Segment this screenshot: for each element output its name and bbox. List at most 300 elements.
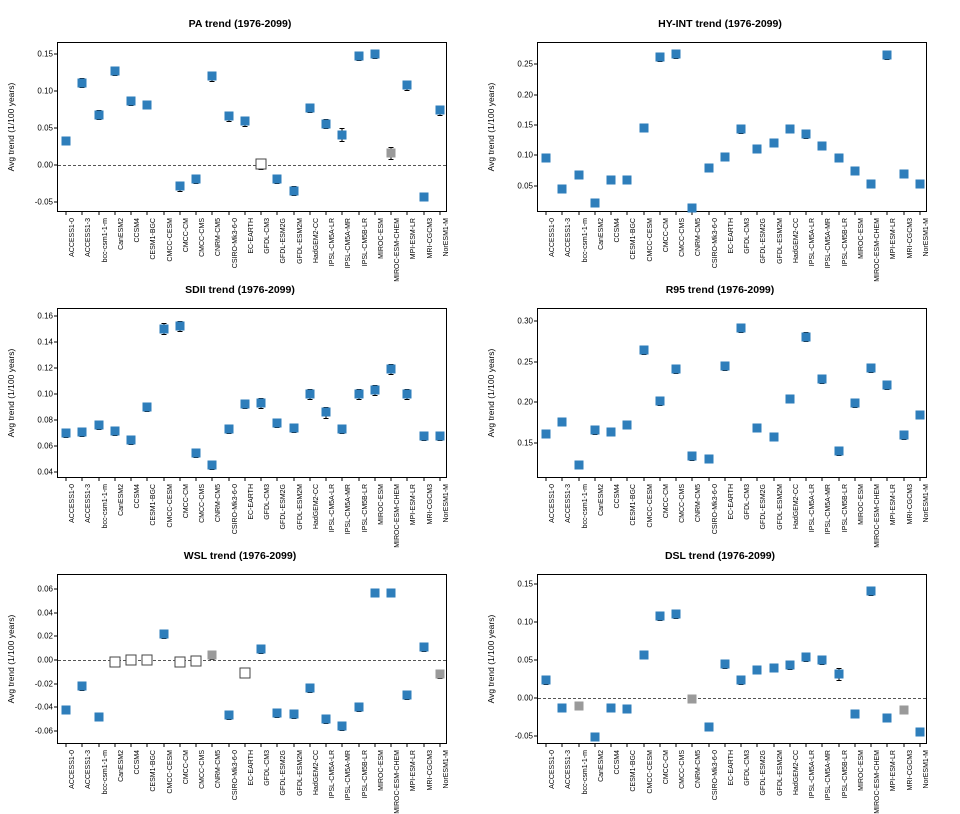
x-tick-label: EC-EARTH (247, 484, 255, 520)
x-tick-label: MIROC-ESM-CHEM (874, 484, 882, 548)
x-tick-mark (114, 477, 115, 481)
zero-reference-line (58, 165, 446, 166)
x-tick-mark (919, 743, 920, 747)
y-tick-label: 0.00 (37, 655, 53, 665)
x-tick-label: CESM1-BGC (630, 218, 638, 260)
y-tick-label: -0.02 (34, 679, 53, 689)
data-point (672, 49, 681, 58)
x-tick-mark (196, 743, 197, 747)
x-tick-label: GFDL-ESM2M (776, 484, 784, 530)
y-tick-label: 0.10 (517, 617, 533, 627)
data-point (672, 364, 681, 373)
y-tick-label: 0.08 (37, 415, 53, 425)
x-tick-label: ACCESS1-0 (69, 484, 77, 523)
x-tick-label: GFDL-ESM2M (296, 484, 304, 530)
x-tick-label: CSIRO-Mk3-6-0 (711, 750, 719, 801)
data-point (737, 125, 746, 134)
data-point (338, 425, 347, 434)
y-tick-label: 0.10 (37, 389, 53, 399)
data-point (403, 390, 412, 399)
error-bar-cap (437, 115, 442, 116)
error-bar-cap (324, 128, 329, 129)
data-point (354, 390, 363, 399)
x-tick-mark (147, 743, 148, 747)
x-tick-label: HadGEM2-CC (312, 218, 320, 264)
x-tick-mark (98, 743, 99, 747)
data-point (224, 112, 233, 121)
data-point (607, 175, 616, 184)
chart-panel-sdii (0, 266, 480, 548)
x-tick-mark (98, 211, 99, 215)
x-tick-mark (757, 477, 758, 481)
x-tick-mark (627, 477, 628, 481)
x-tick-mark (179, 743, 180, 747)
x-tick-mark (423, 743, 424, 747)
data-point (720, 659, 729, 668)
data-point (159, 324, 168, 333)
x-tick-label: IPSL-CM5A-MR (825, 750, 833, 801)
x-tick-label: MPI-ESM-LR (410, 750, 418, 792)
x-tick-mark (391, 743, 392, 747)
zero-reference-line (538, 698, 926, 699)
x-tick-label: MIROC-ESM (857, 484, 865, 525)
x-tick-mark (903, 477, 904, 481)
x-tick-label: CCSM4 (614, 218, 622, 243)
x-tick-label: GFDL-ESM2M (776, 218, 784, 264)
x-tick-mark (546, 743, 547, 747)
x-tick-mark (407, 743, 408, 747)
x-tick-mark (789, 743, 790, 747)
x-tick-label: ACCESS1-3 (85, 218, 93, 257)
data-point (542, 429, 551, 438)
data-point (785, 124, 794, 133)
x-tick-label: CMCC-CMS (199, 218, 207, 257)
x-tick-label: GFDL-CM3 (744, 484, 752, 520)
data-point (704, 722, 713, 731)
x-tick-mark (643, 743, 644, 747)
y-tick-label: 0.06 (37, 441, 53, 451)
x-tick-mark (261, 743, 262, 747)
x-tick-label: CanESM2 (597, 750, 605, 782)
data-point (623, 420, 632, 429)
y-axis-label: Avg trend (1/100 years) (486, 82, 496, 172)
x-tick-label: MPI-ESM-LR (410, 484, 418, 526)
y-tick-label: 0.14 (37, 337, 53, 347)
x-tick-label: CNRM-CM5 (695, 218, 703, 257)
x-tick-label: IPSL-CM5A-LR (809, 218, 817, 267)
error-bar-cap (324, 418, 329, 419)
x-tick-label: ACCESS1-3 (85, 484, 93, 523)
x-tick-label: IPSL-CM5A-MR (345, 218, 353, 269)
x-tick-label: CCSM4 (134, 218, 142, 243)
data-point (322, 119, 331, 128)
data-point (370, 50, 379, 59)
data-point (435, 670, 444, 679)
x-tick-mark (676, 211, 677, 215)
x-tick-mark (82, 743, 83, 747)
data-point (590, 198, 599, 207)
x-tick-label: CNRM-CM5 (215, 218, 223, 257)
x-tick-label: GFDL-ESM2G (280, 484, 288, 530)
x-tick-mark (643, 477, 644, 481)
x-tick-mark (692, 743, 693, 747)
data-point (899, 170, 908, 179)
x-tick-mark (309, 211, 310, 215)
data-point (273, 709, 282, 718)
x-tick-mark (838, 743, 839, 747)
y-tick-label: 0.04 (37, 467, 53, 477)
y-tick-label: -0.05 (34, 197, 53, 207)
x-tick-label: GFDL-ESM2M (776, 750, 784, 796)
x-tick-label: CESM1-BGC (630, 750, 638, 792)
data-point (419, 192, 428, 201)
x-tick-label: ACCESS1-3 (565, 750, 573, 789)
x-tick-mark (358, 477, 359, 481)
x-tick-label: IPSL-CM5B-LR (841, 484, 849, 533)
chart-title: SDII trend (1976-2099) (185, 284, 295, 296)
data-point (769, 663, 778, 672)
x-tick-label: IPSL-CM5A-MR (345, 484, 353, 535)
x-tick-label: IPSL-CM5A-LR (329, 484, 337, 533)
x-tick-label: CESM1-BGC (150, 750, 158, 792)
x-tick-mark (212, 743, 213, 747)
x-tick-mark (757, 743, 758, 747)
chart-panel-r95 (480, 266, 960, 548)
x-tick-mark (147, 211, 148, 215)
x-tick-mark (391, 211, 392, 215)
error-bar-cap (177, 191, 182, 192)
x-tick-label: MRI-CGCM3 (906, 750, 914, 791)
data-point (322, 715, 331, 724)
data-point (159, 630, 168, 639)
data-point (289, 424, 298, 433)
x-tick-label: IPSL-CM5A-LR (809, 750, 817, 799)
x-tick-mark (578, 477, 579, 481)
chart-panel-dsl (480, 532, 960, 814)
error-bar-cap (259, 408, 264, 409)
x-tick-label: MIROC-ESM (377, 750, 385, 791)
x-tick-label: MIROC-ESM-CHEM (394, 484, 402, 548)
data-point (257, 399, 266, 408)
data-point (639, 124, 648, 133)
plot-area (514, 574, 930, 814)
data-point (769, 432, 778, 441)
x-tick-label: CanESM2 (117, 218, 125, 250)
x-tick-mark (887, 211, 888, 215)
y-tick-label: 0.05 (517, 181, 533, 191)
y-axis-label: Avg trend (1/100 years) (486, 348, 496, 438)
plot-area (517, 42, 930, 282)
x-tick-label: IPSL-CM5A-MR (825, 484, 833, 535)
x-tick-label: IPSL-CM5A-LR (809, 484, 817, 533)
y-tick-label: 0.05 (517, 655, 533, 665)
data-point (175, 182, 184, 191)
x-tick-label: EC-EARTH (727, 484, 735, 520)
x-tick-label: CSIRO-Mk3-6-0 (231, 218, 239, 269)
x-tick-label: ACCESS1-0 (549, 484, 557, 523)
x-tick-mark (228, 477, 229, 481)
data-point (753, 424, 762, 433)
y-tick-label: 0.30 (517, 316, 533, 326)
x-tick-label: CMCC-CESM (166, 484, 174, 528)
data-point (834, 670, 843, 679)
x-tick-mark (358, 743, 359, 747)
data-point (639, 346, 648, 355)
data-point (435, 431, 444, 440)
data-point (191, 656, 202, 667)
x-tick-mark (196, 477, 197, 481)
x-tick-label: CNRM-CM5 (695, 484, 703, 523)
x-tick-mark (838, 211, 839, 215)
x-tick-mark (854, 211, 855, 215)
data-point (753, 665, 762, 674)
x-tick-label: MRI-CGCM3 (906, 218, 914, 259)
x-tick-label: CMCC-CMS (679, 484, 687, 523)
data-point (239, 667, 250, 678)
x-tick-label: CMCC-CESM (646, 750, 654, 794)
data-point (704, 164, 713, 173)
x-tick-label: CNRM-CM5 (215, 484, 223, 523)
x-tick-label: MIROC-ESM-CHEM (394, 218, 402, 282)
x-tick-label: IPSL-CM5B-LR (841, 750, 849, 799)
data-point (419, 643, 428, 652)
data-point (542, 676, 551, 685)
x-tick-label: CCSM4 (614, 484, 622, 509)
data-point (623, 704, 632, 713)
data-point (818, 375, 827, 384)
x-tick-mark (578, 211, 579, 215)
x-tick-mark (822, 743, 823, 747)
x-tick-mark (407, 211, 408, 215)
x-tick-label: CSIRO-Mk3-6-0 (711, 484, 719, 535)
data-point (850, 709, 859, 718)
x-tick-mark (407, 477, 408, 481)
data-point (737, 323, 746, 332)
data-point (785, 661, 794, 670)
x-tick-label: CMCC-CM (662, 218, 670, 253)
data-point (143, 101, 152, 110)
x-tick-label: CCSM4 (134, 750, 142, 775)
data-point (94, 421, 103, 430)
y-axis-label: Avg trend (1/100 years) (6, 614, 16, 704)
data-point (688, 452, 697, 461)
x-tick-mark (66, 743, 67, 747)
data-point (883, 51, 892, 60)
error-bar-cap (836, 680, 841, 681)
data-point (435, 106, 444, 115)
x-tick-mark (131, 477, 132, 481)
data-point (62, 429, 71, 438)
error-bar-cap (405, 399, 410, 400)
x-tick-mark (627, 211, 628, 215)
y-tick-label: 0.10 (517, 150, 533, 160)
x-tick-mark (212, 477, 213, 481)
y-tick-label: 0.05 (37, 123, 53, 133)
error-bar-cap (389, 159, 394, 160)
x-tick-mark (391, 477, 392, 481)
x-tick-mark (789, 477, 790, 481)
x-tick-mark (277, 211, 278, 215)
data-point (192, 448, 201, 457)
chart-title: PA trend (1976-2099) (188, 18, 292, 30)
x-tick-mark (741, 477, 742, 481)
x-tick-mark (342, 211, 343, 215)
x-tick-label: IPSL-CM5B-LR (361, 750, 369, 799)
x-tick-label: IPSL-CM5B-LR (361, 218, 369, 267)
data-point (78, 681, 87, 690)
x-tick-mark (659, 743, 660, 747)
x-tick-label: EC-EARTH (247, 218, 255, 254)
x-tick-label: bcc-csm1-1-m (101, 484, 109, 529)
x-tick-label: CMCC-CMS (199, 750, 207, 789)
x-tick-mark (789, 211, 790, 215)
x-tick-mark (708, 743, 709, 747)
data-point (419, 431, 428, 440)
y-tick-label: -0.06 (34, 726, 53, 736)
x-tick-mark (919, 477, 920, 481)
data-point (354, 52, 363, 61)
data-point (753, 145, 762, 154)
x-tick-label: MRI-CGCM3 (426, 484, 434, 525)
x-tick-mark (374, 211, 375, 215)
x-tick-mark (244, 477, 245, 481)
x-tick-mark (594, 477, 595, 481)
x-tick-mark (374, 743, 375, 747)
x-tick-mark (659, 211, 660, 215)
data-point (208, 651, 217, 660)
x-tick-mark (309, 743, 310, 747)
x-tick-label: GFDL-ESM2G (280, 218, 288, 264)
x-tick-mark (676, 477, 677, 481)
y-tick-label: 0.15 (517, 579, 533, 589)
x-tick-label: ACCESS1-0 (549, 750, 557, 789)
x-tick-label: CESM1-BGC (150, 484, 158, 526)
data-point (883, 381, 892, 390)
x-tick-label: HadGEM2-CC (792, 750, 800, 796)
data-point (175, 322, 184, 331)
x-tick-label: IPSL-CM5A-LR (329, 750, 337, 799)
y-tick-label: 0.10 (37, 86, 53, 96)
x-tick-mark (163, 477, 164, 481)
x-tick-mark (838, 477, 839, 481)
error-bar-cap (177, 331, 182, 332)
x-tick-mark (293, 743, 294, 747)
data-point (126, 655, 137, 666)
x-tick-mark (147, 477, 148, 481)
x-tick-label: MIROC-ESM-CHEM (394, 750, 402, 814)
data-point (354, 703, 363, 712)
data-point (110, 67, 119, 76)
data-point (720, 361, 729, 370)
x-tick-mark (66, 477, 67, 481)
error-bar-cap (405, 90, 410, 91)
x-tick-label: MPI-ESM-LR (890, 484, 898, 526)
y-tick-label: 0.02 (37, 631, 53, 641)
data-point (542, 153, 551, 162)
x-tick-mark (562, 743, 563, 747)
data-point (607, 703, 616, 712)
data-point (127, 97, 136, 106)
x-tick-mark (578, 743, 579, 747)
data-point (574, 702, 583, 711)
chart-title: WSL trend (1976-2099) (183, 550, 297, 562)
x-tick-mark (163, 211, 164, 215)
chart-panel-pa (0, 0, 480, 282)
x-tick-label: CanESM2 (117, 484, 125, 516)
error-bar-cap (210, 81, 215, 82)
x-tick-mark (806, 743, 807, 747)
x-tick-mark (277, 477, 278, 481)
x-tick-label: CCSM4 (614, 750, 622, 775)
data-point (110, 426, 119, 435)
x-tick-mark (546, 477, 547, 481)
x-tick-label: MIROC-ESM (377, 484, 385, 525)
data-point (273, 175, 282, 184)
data-point (737, 675, 746, 684)
error-bar-cap (291, 195, 296, 196)
x-tick-mark (131, 743, 132, 747)
x-tick-label: CMCC-CMS (679, 218, 687, 257)
data-point (688, 694, 697, 703)
data-point (403, 691, 412, 700)
x-tick-label: IPSL-CM5A-MR (345, 750, 353, 801)
x-tick-label: MRI-CGCM3 (426, 750, 434, 791)
x-tick-label: HadGEM2-CC (312, 484, 320, 530)
data-point (915, 411, 924, 420)
x-tick-label: CMCC-CM (662, 750, 670, 785)
data-point (142, 655, 153, 666)
error-bar-cap (340, 141, 345, 142)
chart-title: DSL trend (1976-2099) (664, 550, 776, 562)
data-point (867, 586, 876, 595)
chart-panel-hyint (480, 0, 960, 282)
x-tick-mark (611, 211, 612, 215)
data-point (273, 418, 282, 427)
x-tick-mark (871, 743, 872, 747)
x-tick-mark (659, 477, 660, 481)
data-point (558, 703, 567, 712)
x-tick-label: MIROC-ESM-CHEM (874, 750, 882, 814)
x-tick-label: ACCESS1-0 (549, 218, 557, 257)
x-tick-label: IPSL-CM5B-LR (361, 484, 369, 533)
data-point (590, 426, 599, 435)
data-point (590, 732, 599, 741)
x-tick-mark (643, 211, 644, 215)
x-tick-label: CanESM2 (597, 484, 605, 516)
x-tick-label: ACCESS1-3 (85, 750, 93, 789)
x-tick-mark (724, 477, 725, 481)
data-point (623, 176, 632, 185)
x-tick-label: CanESM2 (117, 750, 125, 782)
x-tick-label: CSIRO-Mk3-6-0 (231, 484, 239, 535)
x-tick-label: CMCC-CMS (679, 750, 687, 789)
data-point (289, 710, 298, 719)
data-point (240, 400, 249, 409)
data-point (867, 364, 876, 373)
chart-title: HY-INT trend (1976-2099) (658, 18, 782, 30)
x-tick-label: MIROC-ESM (857, 750, 865, 791)
x-tick-label: MPI-ESM-LR (410, 218, 418, 260)
x-tick-mark (773, 211, 774, 215)
x-tick-label: CMCC-CMS (199, 484, 207, 523)
x-tick-label: CNRM-CM5 (215, 750, 223, 789)
error-bar-cap (389, 374, 394, 375)
x-tick-label: CMCC-CM (662, 484, 670, 519)
data-point (109, 657, 120, 668)
data-point (655, 397, 664, 406)
data-point (655, 52, 664, 61)
chart-title: R95 trend (1976-2099) (665, 284, 775, 296)
